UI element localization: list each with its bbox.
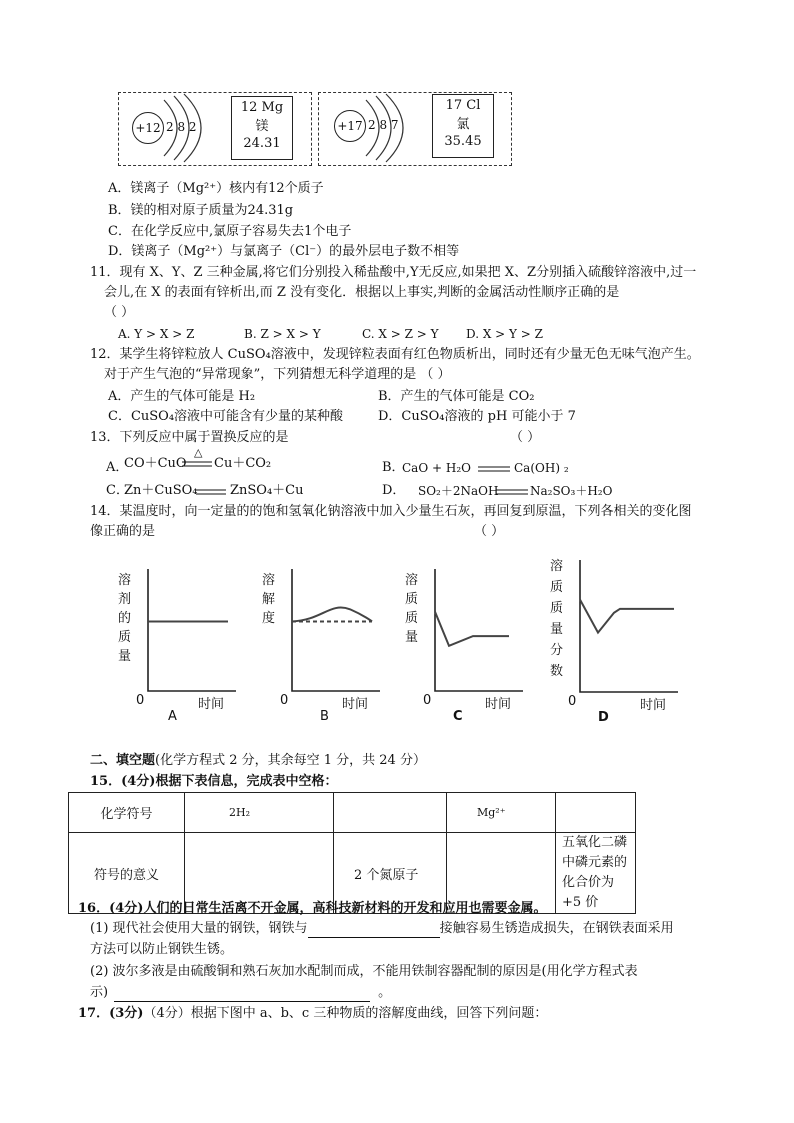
mg-name: 镁 <box>255 119 269 134</box>
q17-number: 17．(3分) <box>78 1006 144 1021</box>
q14-answer-paren: （ ） <box>474 524 505 539</box>
graph-axes <box>148 569 236 691</box>
mg-shell-electrons: 2 8 2 <box>166 120 197 134</box>
q13-option-d-left: SO₂＋2NaOH <box>418 484 499 498</box>
q15-cell-header1: 化学符号 <box>69 793 185 833</box>
q11-option-b: B. Z > X > Y <box>244 327 321 341</box>
q10-option-b: B．镁的相对原子质量为24.31g <box>108 203 294 218</box>
graph-curve <box>580 600 674 633</box>
q15-cell-meaning2: 2 个氮原子 <box>334 833 447 914</box>
graph-axes <box>292 569 380 691</box>
graph-d <box>550 556 680 725</box>
graph-d-plot <box>550 556 680 696</box>
q13-option-d-right: Na₂SO₃＋H₂O <box>530 484 613 498</box>
q14-stem-line1: 14．某温度时，向一定量的的饱和氢氧化钠溶液中加入少量生石灰，再回复到原温，下列各相关的变化图 <box>90 504 692 519</box>
ylabel-char: 的 <box>118 611 132 626</box>
ylabel-char: 分 <box>550 643 564 658</box>
graph-xlabel: 时间 <box>198 697 225 712</box>
graph-b <box>262 565 382 724</box>
q10-option-d: D．镁离子（Mg²⁺）与氯离子（Cl⁻）的最外层电子数不相等 <box>108 244 460 259</box>
cl-element-card <box>432 94 494 158</box>
q13-option-c-left: Zn＋CuSO₄ <box>124 483 198 498</box>
mg-element-card <box>231 96 293 160</box>
ylabel-char: 溶 <box>550 559 564 574</box>
q13-option-b-equals <box>478 465 510 473</box>
q17-stem <box>78 1005 547 1023</box>
ylabel-char: 量 <box>405 630 419 645</box>
q15-cell-header2: 符号的意义 <box>69 833 185 914</box>
q13-option-a-right: Cu＋CO₂ <box>214 456 272 471</box>
section2-title: 二、填空题 <box>90 753 156 768</box>
q15-table <box>68 792 636 914</box>
q16-stem: 16．(4分)人们的日常生活离不开金属，高科技新材料的开发和应用也需要金属。 <box>78 901 547 916</box>
mg-nucleus: +12 <box>132 112 164 144</box>
q12-option-a: A．产生的气体可能是 H₂ <box>108 389 256 404</box>
q13-answer-paren: （ ） <box>510 430 541 445</box>
graph-c <box>405 565 525 724</box>
q12-option-d: D．CuSO₄溶液的 pH 可能小于 7 <box>378 409 576 424</box>
ylabel-char: 剂 <box>118 592 132 607</box>
q12-option-c: C．CuSO₄溶液中可能含有少量的某种酸 <box>108 409 344 424</box>
graph-axes <box>435 569 523 691</box>
ylabel-char: 量 <box>550 622 564 637</box>
q16-part1-line2: 方法可以防止钢铁生锈。 <box>90 942 234 957</box>
q13-stem: 13．下列反应中属于置换反应的是 <box>90 430 289 445</box>
graph-origin-label: 0 <box>568 694 577 709</box>
graph-xlabel: 时间 <box>485 697 512 712</box>
q16-part1-text-b: 接触容易生锈造成损失，在钢铁表面采用 <box>439 921 674 936</box>
q15-cell-symbol2[interactable] <box>334 793 447 833</box>
q10-option-a: A．镁离子（Mg²⁺）核内有12个质子 <box>108 181 324 196</box>
q16-part2-line1: (2) 波尔多液是由硫酸铜和熟石灰加水配制而成，不能用铁制容器配制的原因是(用化学方程式表 <box>90 964 638 979</box>
graph-origin-label: 0 <box>136 693 145 708</box>
graph-xlabel: 时间 <box>342 697 369 712</box>
q15-cell-symbol4[interactable] <box>556 793 636 833</box>
q16-part2-line2 <box>90 984 391 1002</box>
mg-number-symbol: 12 Mg <box>240 100 284 115</box>
graph-xlabel: 时间 <box>640 698 667 713</box>
ylabel-char: 质 <box>550 580 564 595</box>
q11-option-c: C. X > Z > Y <box>362 327 439 341</box>
q13-option-b-left: CaO + H₂O <box>402 461 471 475</box>
q16-blank1[interactable] <box>308 923 440 938</box>
graph-c-plot <box>405 565 525 695</box>
ylabel-char: 数 <box>550 664 564 679</box>
q13-option-a-condition: △ <box>194 446 203 459</box>
q11-stem-line2: 会儿,在 X 的表面有锌析出,而 Z 没有变化．根据以上事实,判断的金属活动性顺序正确的是 <box>104 285 620 300</box>
graph-letter: A <box>168 709 177 724</box>
graph-curve <box>435 612 509 646</box>
ylabel-char: 度 <box>262 611 276 626</box>
ylabel-char: 溶 <box>405 573 419 588</box>
q11-stem-line1: 11．现有 X、Y、Z 三种金属,将它们分别投入稀盐酸中,Y无反应,如果把 X、Z分别插入硫酸锌溶液中,过一 <box>90 265 697 280</box>
q13-option-d-equals <box>496 488 528 496</box>
q16-part2-text-b: 示) <box>90 985 109 1000</box>
graph-origin-label: 0 <box>280 693 289 708</box>
q16-blank2[interactable] <box>114 987 370 1002</box>
ylabel-char: 溶 <box>262 573 276 588</box>
ylabel-char: 量 <box>118 649 132 664</box>
q13-option-c-right: ZnSO₄＋Cu <box>230 483 304 498</box>
section2-heading <box>90 752 426 770</box>
ylabel-char: 质 <box>405 611 419 626</box>
q13-option-b-right: Ca(OH) ₂ <box>514 461 569 475</box>
q13-option-c-equals <box>196 488 226 496</box>
ylabel-char: 质 <box>405 592 419 607</box>
q13-option-b-label: B． <box>382 460 405 475</box>
ylabel-char: 质 <box>550 601 564 616</box>
graph-letter: B <box>320 709 329 724</box>
ylabel-char: 溶 <box>118 573 132 588</box>
q11-option-a: A. Y > X > Z <box>118 327 195 341</box>
q15-cell-symbol3: Mg²⁺ <box>447 793 556 833</box>
q13-option-c-label: C． <box>106 483 129 498</box>
graph-a-plot <box>118 565 238 695</box>
ylabel-char: 质 <box>118 630 132 645</box>
graph-b-plot <box>262 565 382 695</box>
graph-a <box>118 565 238 724</box>
graph-origin-label: 0 <box>423 693 432 708</box>
q11-answer-paren: （ ） <box>104 305 135 320</box>
cl-mass: 35.45 <box>444 134 482 149</box>
graph-curve <box>292 608 372 622</box>
cl-shell-electrons: 2 8 7 <box>368 118 399 132</box>
q11-option-d: D. X > Y > Z <box>466 327 543 341</box>
graph-letter: C <box>453 709 463 724</box>
cl-name: 氯 <box>456 117 470 132</box>
q17-text: （4分）根据下图中 a、b、c 三种物质的溶解度曲线，回答下列问题： <box>143 1006 548 1021</box>
q13-option-a-equals <box>182 460 212 468</box>
q13-option-d-label: D． <box>382 483 406 498</box>
ylabel-char: 解 <box>262 592 276 607</box>
q12-option-b: B．产生的气体可能是 CO₂ <box>378 389 535 404</box>
cl-nucleus: +17 <box>334 110 366 142</box>
q14-stem-line2: 像正确的是 <box>90 524 156 539</box>
q13-option-a-left: CO＋CuO <box>124 456 187 471</box>
cl-number-symbol: 17 Cl <box>445 98 481 113</box>
q16-part2-text-c: 。 <box>378 985 392 1000</box>
q10-option-c: C．在化学反应中,氯原子容易失去1个电子 <box>108 224 352 239</box>
section2-note: (化学方程式 2 分，其余每空 1 分，共 24 分） <box>155 753 426 768</box>
q15-stem: 15．(4分)根据下表信息，完成表中空格： <box>90 774 338 789</box>
q15-cell-symbol1: 2H₂ <box>185 793 334 833</box>
mg-mass: 24.31 <box>243 136 281 151</box>
q13-option-a-label: A． <box>106 460 129 475</box>
q15-cell-meaning4: 五氧化二磷中磷元素的化合价为+5 价 <box>556 833 636 914</box>
graph-letter: D <box>598 710 609 725</box>
q16-part1-text-a: (1) 现代社会使用大量的钢铁，钢铁与 <box>90 921 308 936</box>
q12-stem-line1: 12．某学生将锌粒放人 CuSO₄溶液中，发现锌粒表面有红色物质析出，同时还有少量无色无味气泡产生。 <box>90 347 700 362</box>
q12-stem-line2: 对于产生气泡的“异常现象”，下列猜想无科学道理的是 （ ） <box>104 367 451 382</box>
q16-part1-line1 <box>90 920 674 938</box>
